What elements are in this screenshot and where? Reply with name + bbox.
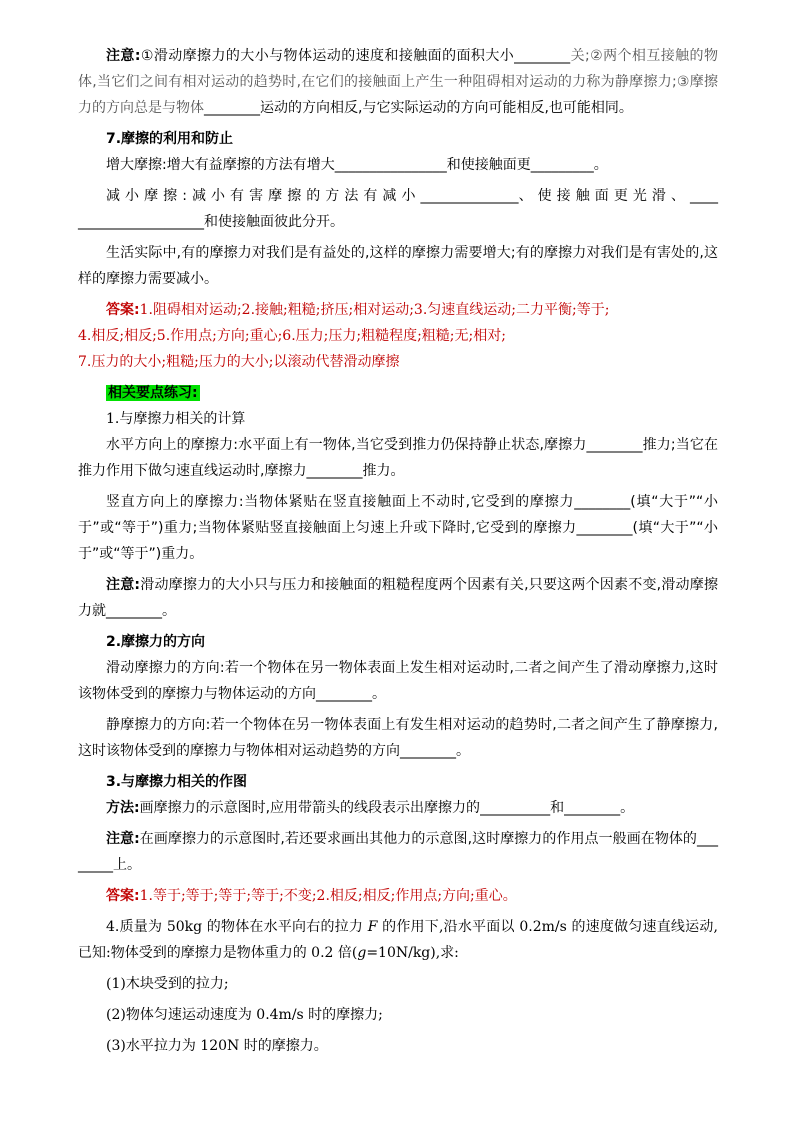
fill-blank: ________ xyxy=(514,48,571,64)
sliding-friction-note xyxy=(78,572,718,624)
life-friction-paragraph: 生活实际中,有的摩擦力对我们是有益处的,这样的摩擦力需要增大;有的摩擦力对我们是有害处的,这样的摩擦力需要减小。 xyxy=(78,245,718,287)
section-heading: 7.摩擦的利用和防止 xyxy=(106,131,234,147)
heading-text: 1.与摩擦力相关的计算 xyxy=(106,411,246,427)
note-label: 注意: xyxy=(106,577,141,593)
paragraph-text: (填“大于”“小于”或“等于”)重力。 xyxy=(78,520,718,562)
fill-blank: ______________________ xyxy=(78,188,719,230)
answer-block xyxy=(78,883,718,909)
paragraph-text: 滑动摩擦力的大小只与压力和接触面的粗糙程度两个因素有关,只要这两个因素不变,滑动摩擦力就 xyxy=(78,577,718,619)
problem-4-item: (3)水平拉力为 120N 时的摩擦力。 xyxy=(106,1038,328,1054)
paragraph-text: 竖直方向上的摩擦力:当物体紧贴在竖直接触面上不动时,它受到的摩擦力 xyxy=(106,494,575,510)
subsection-heading: 3.与摩擦力相关的作图 xyxy=(106,774,248,790)
horizontal-friction-paragraph xyxy=(78,432,718,484)
method-label: 方法: xyxy=(106,800,140,816)
paragraph-text: 。 xyxy=(372,686,386,702)
note-label: 注意: xyxy=(106,831,140,847)
answer-block xyxy=(78,297,718,375)
paragraph-text: 。 xyxy=(620,800,635,816)
static-direction-paragraph xyxy=(78,712,718,764)
paragraph-text: 静摩擦力的方向:若一个物体在另一物体表面上有发生相对运动的趋势时,二者之间产生了静摩擦力,这时该物体受到的摩擦力与物体相对运动趋势的方向 xyxy=(78,717,718,759)
paragraph-text: 和 xyxy=(550,800,565,816)
answer-text: 7.压力的大小;粗糙;压力的大小;以滚动代替滑动摩擦 xyxy=(78,354,400,370)
paragraph-text: 和使接触面彼此分开。 xyxy=(204,214,344,230)
fill-blank: ________ xyxy=(564,800,621,816)
paragraph-text: 减小摩擦:减小有害摩擦的方法有减小 xyxy=(106,188,421,204)
paragraph-text: 。 xyxy=(162,603,176,619)
note-text: 关;②两个相互接触的物体,当它们之间有相对运动的趋势时,在它们的接触面上产生一种阻碍相对运动的力称为静摩擦力;③摩擦力的方向总是与物体 xyxy=(78,48,718,116)
problem-4-item: (2)物体匀速运动速度为 0.4m/s 时的摩擦力; xyxy=(106,1007,383,1023)
fill-blank: ________ xyxy=(586,437,643,453)
answer-label: 答案: xyxy=(106,888,140,904)
paragraph-text: 滑动摩擦力的方向:若一个物体在另一物体表面上发生相对运动时,二者之间产生了滑动摩擦力,这时该物体受到的摩擦力与物体运动的方向 xyxy=(78,660,718,702)
variable-g: g xyxy=(357,945,367,961)
drawing-note-paragraph xyxy=(78,826,718,878)
problem-text: 的作用下,沿水平面以 0.2m/s 的速度做匀速直线运动,已知:物体受到的摩擦力是物体重力的 0.2 倍( xyxy=(78,919,718,961)
paragraph-text: 增大摩擦:增大有益摩擦的方法有增大 xyxy=(106,157,335,173)
problem-4-stem xyxy=(78,914,718,966)
fill-blank: ________________ xyxy=(334,157,447,173)
paragraph-text: 、使接触面更光滑、 xyxy=(518,188,691,204)
problem-4-item: (1)木块受到的拉力; xyxy=(106,976,229,992)
answer-label: 答案: xyxy=(106,302,140,318)
paragraph-text: 在画摩擦力的示意图时,若还要求画出其他力的示意图,这时摩擦力的作用点一般画在物体的 xyxy=(139,831,697,847)
problem-text: =10N/kg),求: xyxy=(366,945,459,961)
note-text: ①滑动摩擦力的大小与物体运动的速度和接触面的面积大小 xyxy=(140,48,515,64)
paragraph-text: 上。 xyxy=(113,857,141,873)
paragraph-text: 。 xyxy=(456,743,470,759)
paragraph-text: 画摩擦力的示意图时,应用带箭头的线段表示出摩擦力的 xyxy=(139,800,481,816)
paragraph-text: 推力;当它在推力作用下做匀速直线运动时,摩擦力 xyxy=(78,437,718,479)
fill-blank: ________ xyxy=(316,686,372,702)
decrease-friction-paragraph xyxy=(78,183,718,235)
fill-blank: ________ xyxy=(574,494,631,510)
subsection-heading: 2.摩擦力的方向 xyxy=(106,634,206,650)
practice-title-line xyxy=(78,380,718,406)
document-page xyxy=(78,40,718,1059)
fill-blank: _________ xyxy=(530,157,594,173)
answer-text: 1.等于;等于;等于;等于;不变;2.相反;相反;作用点;方向;重心。 xyxy=(139,888,517,904)
variable-F: F xyxy=(367,919,378,935)
fill-blank: ______________ xyxy=(420,188,519,204)
note-friction-paragraph xyxy=(78,43,718,121)
increase-friction-paragraph xyxy=(78,152,718,178)
vertical-friction-paragraph xyxy=(78,489,718,567)
paragraph-text: 水平方向上的摩擦力:水平面上有一物体,当它受到推力仍保持静止状态,摩擦力 xyxy=(106,437,587,453)
fill-blank: ________ xyxy=(106,603,162,619)
sliding-direction-paragraph xyxy=(78,655,718,707)
paragraph-text: 。 xyxy=(593,157,608,173)
answer-text: 4.相反;相反;5.作用点;方向;重心;6.压力;压力;粗糙程度;粗糙;无;相对; xyxy=(78,328,506,344)
paragraph-text: 推力。 xyxy=(362,463,405,479)
fill-blank: ________ xyxy=(400,743,456,759)
fill-blank: ________ xyxy=(306,463,363,479)
paragraph-text: (填“大于”“小于”或“等于”)重力;当物体紧贴竖直接触面上匀速上升或下降时,它受到的摩擦力 xyxy=(78,494,718,536)
paragraph-text: 和使接触面更 xyxy=(446,157,531,173)
fill-blank: ________ xyxy=(78,831,718,873)
practice-title: 相关要点练习: xyxy=(108,385,198,401)
note-label: 注意: xyxy=(106,48,141,64)
fill-blank: ________ xyxy=(576,520,633,536)
fill-blank: ________ xyxy=(204,100,260,116)
fill-blank: __________ xyxy=(480,800,551,816)
method-paragraph xyxy=(78,795,718,821)
subsection-heading xyxy=(78,406,718,432)
problem-text: 4.质量为 50kg 的物体在水平向右的拉力 xyxy=(106,919,368,935)
answer-text: 1.阻碍相对运动;2.接触;粗糙;挤压;相对运动;3.匀速直线运动;二力平衡;等于; xyxy=(139,302,610,318)
note-text: 运动的方向相反,与它实际运动的方向可能相反,也可能相同。 xyxy=(260,100,633,116)
